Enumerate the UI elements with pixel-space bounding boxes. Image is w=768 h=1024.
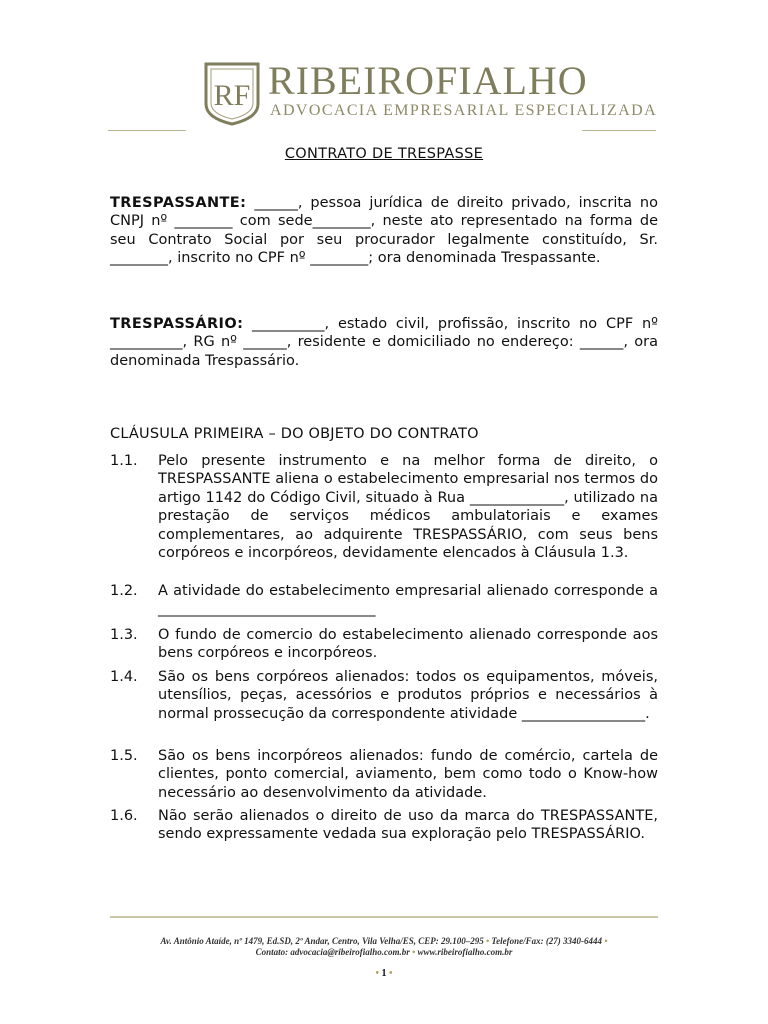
page-number-value: 1: [381, 968, 387, 979]
footer-phone: Telefone/Fax: (27) 3340-6444: [491, 936, 603, 946]
header-rule-right: [582, 130, 656, 131]
clause-number: 1.2.: [110, 583, 138, 599]
clause-number: 1.3.: [110, 627, 138, 643]
trespassante-label: TRESPASSANTE:: [110, 195, 247, 211]
trespassario-label: TRESPASSÁRIO:: [110, 316, 244, 332]
footer: [0, 936, 768, 958]
footer-website[interactable]: www.ribeirofialho.com.br: [417, 947, 513, 957]
footer-line-1: [0, 936, 768, 947]
trespassario-text: __________, estado civil, profissão, inscrito no CPF nº __________, RG nº ______, residente e domiciliado no endereço: ______, ora denominada Trespassário.: [110, 316, 658, 369]
section-heading: CLÁUSULA PRIMEIRA – DO OBJETO DO CONTRATO: [110, 426, 479, 442]
page-separator: •: [375, 968, 379, 979]
footer-separator: •: [486, 936, 490, 946]
page-separator: •: [389, 968, 393, 979]
logo-shield-icon: [202, 60, 262, 126]
footer-separator: •: [412, 947, 416, 957]
header-rule-left: [108, 130, 186, 131]
brand-tagline: ADVOCACIA EMPRESARIAL ESPECIALIZADA: [270, 102, 658, 119]
clause-number: 1.1.: [110, 453, 138, 469]
document-title: CONTRATO DE TRESPASSE: [284, 146, 484, 162]
clause-number: 1.6.: [110, 808, 138, 824]
trespassante-paragraph: [110, 194, 658, 268]
clause-number: 1.4.: [110, 669, 138, 685]
page-number: [0, 968, 768, 979]
trespassario-paragraph: [110, 315, 658, 370]
logo-monogram: RF: [213, 79, 251, 112]
footer-line-2: [0, 947, 768, 958]
clause-text: Pelo presente instrumento e na melhor forma de direito, o TRESPASSANTE aliena o estabelecimento empresarial nos termos do artigo 1142 do Código Civil, situado à Rua _____________, utilizado na prestação de serviços médicos ambulatoriais e exames complementares, ao adquirente TRESPASSÁRIO, com seus bens corpóreos e incorpóreos, devidamente elencados à Cláusula 1.3.: [158, 453, 658, 562]
clause-text: São os bens corpóreos alienados: todos os equipamentos, móveis, utensílios, peças, acessórios e produtos próprios e necessários à normal prossecução da correspondente atividade _________________.: [158, 669, 658, 722]
clause-text: O fundo de comercio do estabelecimento alienado corresponde aos bens corpóreos e incorpóreos.: [158, 627, 658, 662]
company-logo: [202, 58, 658, 128]
footer-address: Av. Antônio Ataíde, nº 1479, Ed.SD, 2º Andar, Centro, Vila Velha/ES, CEP: 29.100–295: [160, 936, 484, 946]
clause-text: A atividade do estabelecimento empresarial alienado corresponde a ______________________________: [158, 583, 658, 618]
trespassante-text: ______, pessoa jurídica de direito privado, inscrita no CNPJ nº ________ com sede________, neste ato representado na forma de seu Contrato Social por seu procurador legalmente constituído, Sr. ________, inscrito no CPF nº ________; ora denominada Trespassante.: [110, 195, 658, 267]
footer-separator: •: [604, 936, 608, 946]
brand-name: RIBEIROFIALHO: [268, 58, 588, 103]
footer-rule: [110, 916, 658, 918]
clause-number: 1.5.: [110, 748, 138, 764]
footer-contact[interactable]: Contato: advocacia@ribeirofialho.com.br: [255, 947, 410, 957]
clause-text: Não serão alienados o direito de uso da marca do TRESPASSANTE, sendo expressamente vedada sua exploração pelo TRESPASSÁRIO.: [158, 808, 658, 843]
clause-text: São os bens incorpóreos alienados: fundo de comércio, cartela de clientes, ponto comercial, aviamento, bem como todo o Know-how necessário ao desenvolvimento da atividade.: [158, 748, 658, 801]
